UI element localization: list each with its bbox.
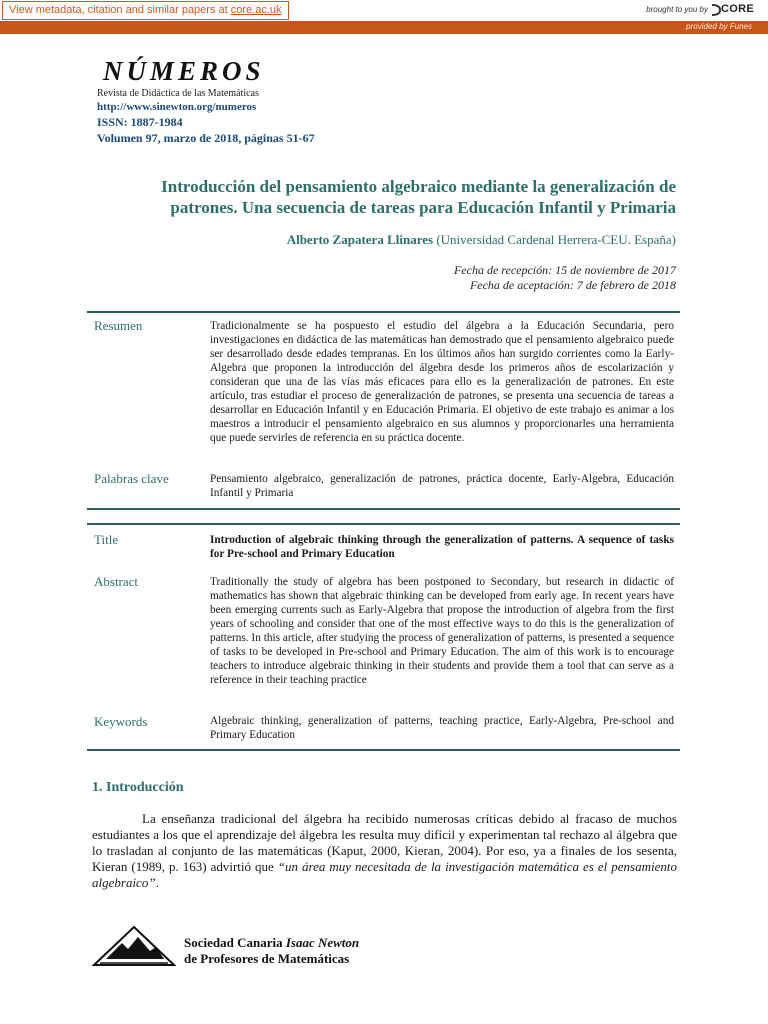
accepted-date: Fecha de aceptación: 7 de febrero de 2018: [469, 278, 676, 292]
abstract-text: Traditionally the study of algebra has been postponed to Secondary, but research in didactic of mathematics has shown that algebraic thinking can be developed from early age. In recent years have been emerging currents such as Early-Algebra that propose the introduction of algebra from the first years of schooling and consider that one of the most effective ways to do this is the generalization of patterns. In this article, after studying the process of generalization of patterns, is presented a sequence of tasks to be developed in Pre-school and Primary Education. The aim of this work is to encourage teachers to introduce algebraic thinking in their students and provide them a tool that can serve as a reference in their teaching practice: [210, 576, 674, 686]
journal-url[interactable]: http://www.sinewton.org/numeros: [97, 101, 257, 113]
footer-line2: de Profesores de Matemáticas: [184, 951, 350, 966]
received-date: Fecha de recepción: 15 de noviembre de 2017: [453, 263, 676, 277]
mountain-logo-icon: [92, 925, 176, 967]
journal-subtitle: Revista de Didáctica de las Matemáticas: [97, 88, 259, 99]
footer-line1-italic: Isaac Newton: [285, 935, 360, 950]
divider-rule: [87, 749, 680, 751]
divider-rule: [87, 523, 680, 525]
article-title-line1: Introducción del pensamiento algebraico mediante la generalización de: [161, 177, 676, 196]
article-title-line2: patrones. Una secuencia de tareas para Educación Infantil y Primaria: [170, 198, 676, 217]
divider-rule: [87, 311, 680, 313]
core-link[interactable]: core.ac.uk: [230, 4, 282, 16]
palabras-clave-label: Palabras clave: [94, 471, 169, 486]
paragraph-quote: “un área muy necesitada de la investigación matemática es el pensamiento algebraico”: [92, 859, 677, 890]
section-heading: 1. Introducción: [92, 780, 184, 795]
resumen-text: Tradicionalmente se ha pospuesto el estudio del álgebra a la Educación Secundaria, pero investigaciones en didáctica de las matemáticas han demostrado que el pensamiento algebraico puede ser desarrollado desde edades tempranas. En los últimos años han surgido corrientes como la Early-Algebra que proponen la introducción del álgebra desde los primeros años de escolarización y consideran que una de las vías más eficaces para ello es la generalización de patrones. En este artículo, tras estudiar el proceso de generalización de patrones, se presenta una secuencia de tareas a desarrollar en Educación Infantil y en Educación Primaria. El objetivo de este trabajo es animar a los maestros a introducir el pensamiento algebraico en sus alumnos y proporcionarles una herramienta que puede servirles de referencia en su práctica docente.: [210, 320, 674, 444]
article-author: [96, 232, 676, 248]
journal-issn: ISSN: 1887-1984: [97, 115, 183, 129]
author-name: Alberto Zapatera Llinares: [286, 232, 434, 247]
palabras-clave-text: Pensamiento algebraico, generalización de patrones, práctica docente, Early-Algebra, Educación Infantil y Primaria: [210, 473, 674, 499]
resumen-label: Resumen: [94, 318, 143, 333]
journal-title: NÚMEROS: [103, 56, 265, 86]
english-title-text: Introduction of algebraic thinking through the generalization of patterns. A sequence of tasks for Pre-school and Primary Education: [210, 534, 674, 560]
core-orange-bar: [0, 21, 768, 34]
paragraph-end: .: [155, 875, 159, 890]
title-label: Title: [94, 532, 119, 547]
core-link-prefix: View metadata, citation and similar papers at: [9, 4, 231, 16]
article-title: [96, 176, 676, 218]
footer-line1-prefix: Sociedad Canaria: [184, 935, 286, 950]
article-dates: [96, 263, 676, 293]
abstract-label: Abstract: [94, 574, 139, 589]
body-paragraph: [92, 811, 677, 891]
footer-line1: [184, 935, 359, 951]
core-metadata-link-box[interactable]: [2, 1, 289, 20]
author-affiliation: (Universidad Cardenal Herrera-CEU. España): [433, 232, 676, 247]
core-provided-by: provided by Funes: [686, 22, 752, 31]
keywords-text: Algebraic thinking, generalization of patterns, teaching practice, Early-Algebra, Pre-school and Primary Education: [210, 715, 674, 741]
paragraph-plain: La enseñanza tradicional del álgebra ha recibido numerosas críticas debido al fracaso de muchos estudiantes a los que el aprendizaje del álgebra les resulta muy difícil y experimentan tal rechazo al álgebra que lo trasladan al conjunto de las matemáticas (Kaput, 2000, Kieran, 2004). Por eso, ya a finales de los sesenta, Kieran (1989, p. 163) advirtió que: [92, 811, 677, 874]
journal-volume: Volumen 97, marzo de 2018, páginas 51-67: [97, 131, 315, 145]
divider-rule: [87, 508, 680, 510]
keywords-label: Keywords: [94, 714, 148, 729]
core-brought-text: brought to you by: [646, 5, 708, 14]
footer-society: [184, 935, 359, 967]
core-logo-text[interactable]: CORE: [721, 3, 754, 15]
core-header-bar: [0, 0, 768, 22]
